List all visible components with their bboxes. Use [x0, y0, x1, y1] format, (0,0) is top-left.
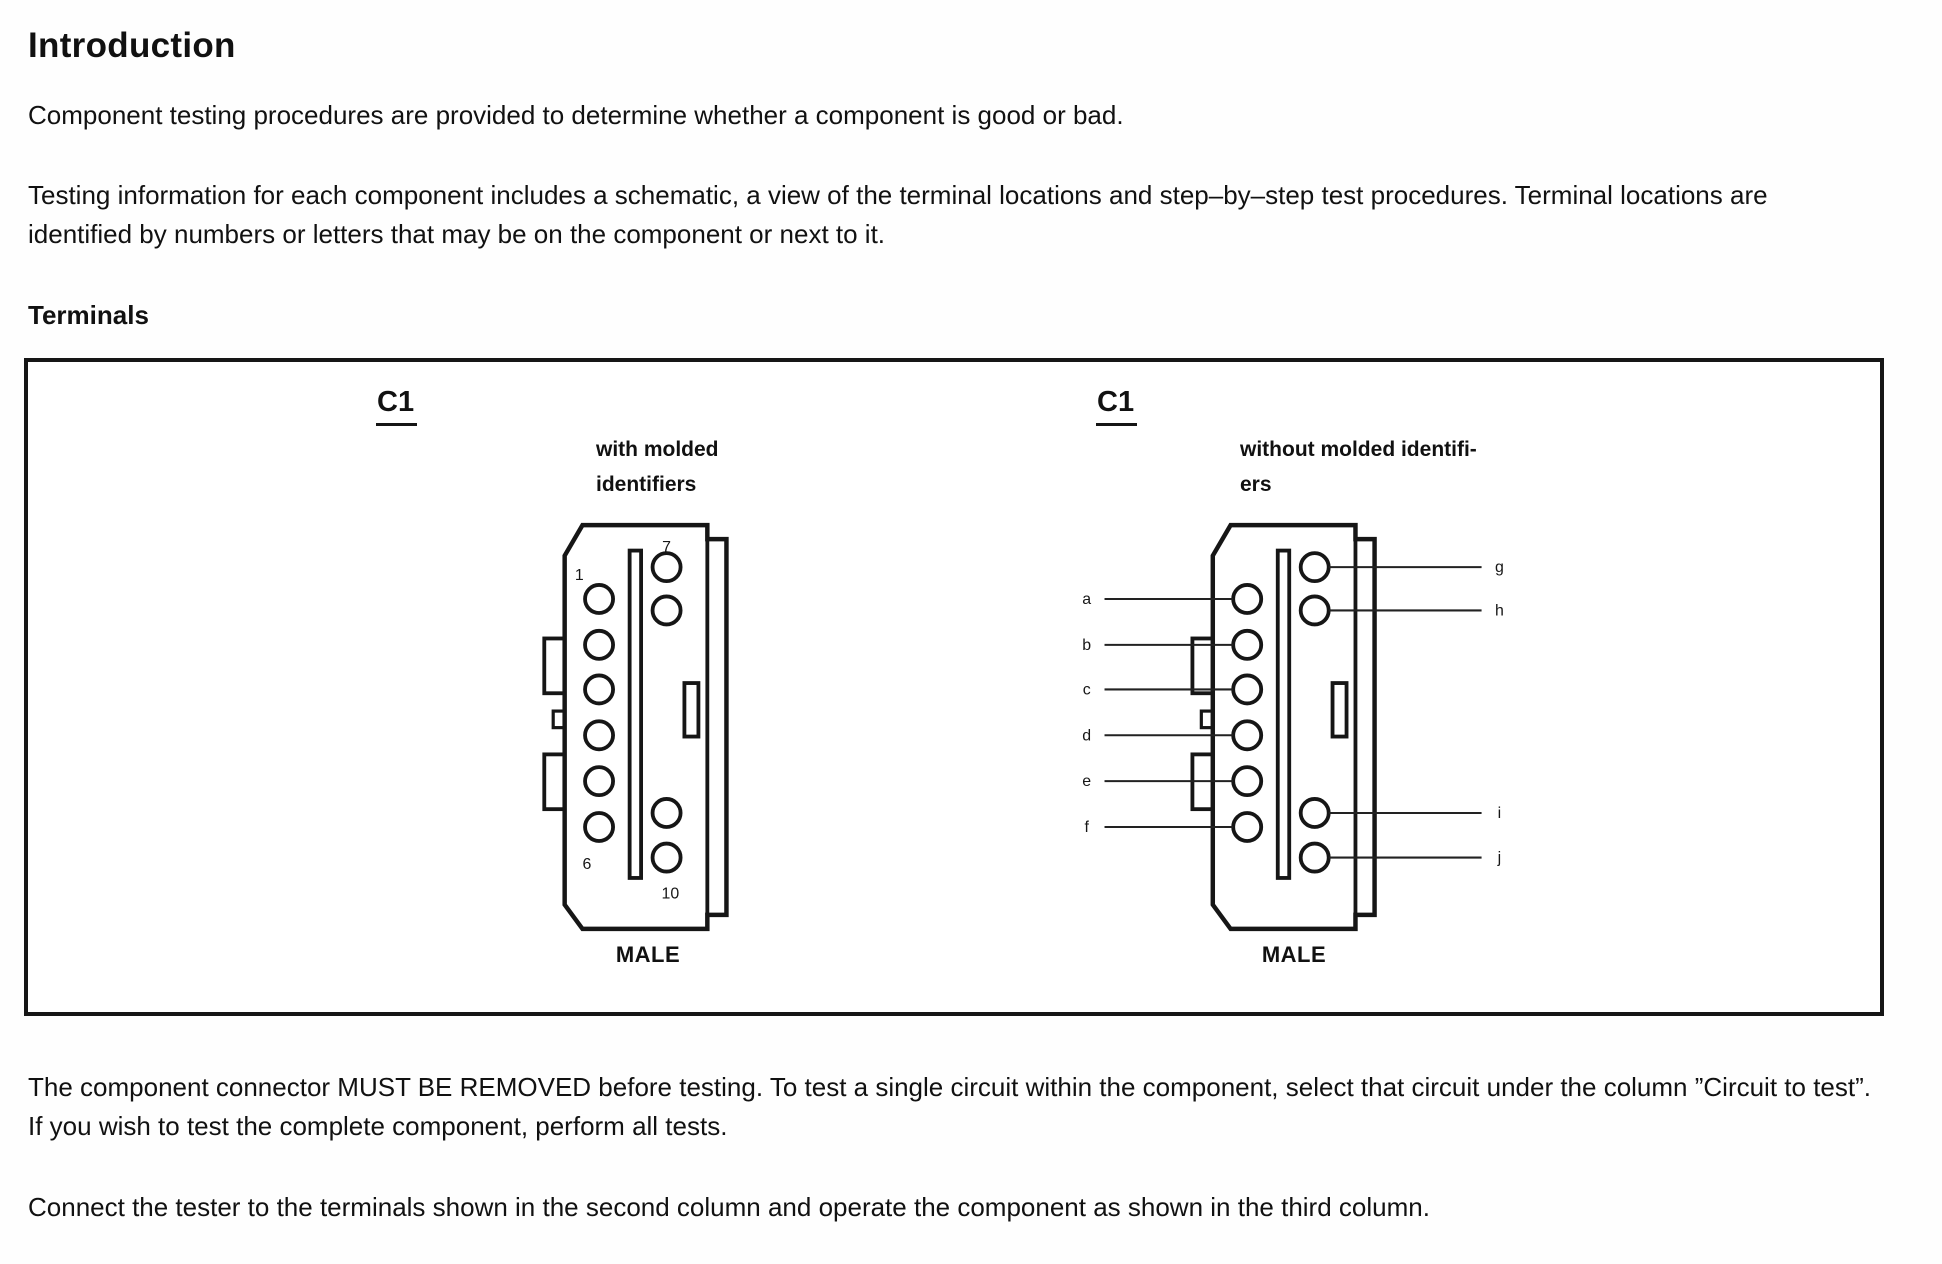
- terminal-pin: [585, 767, 613, 795]
- terminal-pin: [653, 596, 681, 624]
- pin-letter-f: f: [1084, 819, 1089, 837]
- connector-side-tab-lower: [544, 754, 564, 809]
- terminal-pin: [1233, 767, 1261, 795]
- intro-paragraph-1: Component testing procedures are provided to determine whether a component is good or bad.: [28, 100, 1124, 130]
- terminal-pin: [1301, 596, 1329, 624]
- pin-number-1: 1: [574, 566, 584, 584]
- removal-warning-paragraph: The component connector MUST BE REMOVED before testing. To test a single circuit within the component, select that circuit under the column ”Circuit to test”. If you wish to test the complete component, perform all tests.: [28, 1072, 1871, 1141]
- tester-connection-paragraph: Connect the tester to the terminals shown in the second column and operate the component as shown in the third column.: [28, 1192, 1430, 1222]
- terminal-pin: [1233, 675, 1261, 703]
- terminals-heading: Terminals: [28, 300, 149, 330]
- connector-left-caption: [596, 432, 719, 502]
- intro-heading: Introduction: [28, 26, 236, 65]
- connector-without-identifiers-diagram: [1042, 520, 1539, 934]
- terminal-pin: [585, 721, 613, 749]
- connector-latch-slot: [1333, 683, 1347, 737]
- pin-letter-g: g: [1494, 559, 1504, 577]
- pin-letter-e: e: [1082, 773, 1092, 791]
- terminal-pin: [1233, 721, 1261, 749]
- connector-key-slot: [1278, 551, 1289, 878]
- pin-letter-h: h: [1494, 602, 1504, 620]
- connector-side-tab-upper: [544, 638, 564, 693]
- connector-right-caption: [1240, 432, 1477, 502]
- connector-right-caption-line2: ers: [1240, 473, 1272, 496]
- connector-side-tab-upper: [1192, 638, 1212, 693]
- connector-with-identifiers-diagram: [540, 520, 732, 934]
- pin-letter-a: a: [1082, 591, 1092, 609]
- pin-letter-b: b: [1082, 636, 1092, 654]
- connector-latch-slot: [684, 683, 698, 737]
- pin-number-7: 7: [662, 538, 672, 556]
- terminal-pin: [585, 813, 613, 841]
- terminal-diagram-box: [24, 358, 1884, 1016]
- pin-letter-d: d: [1082, 727, 1092, 745]
- connector-left-gender-label: MALE: [615, 942, 681, 967]
- pin-letter-i: i: [1497, 805, 1502, 823]
- intro-paragraph-2: Testing information for each component includes a schematic, a view of the terminal locations and step–by–step test procedures. Terminal locations are identified by numbers or letters that may be on the component or next to it.: [28, 180, 1768, 249]
- terminal-pin: [1301, 799, 1329, 827]
- connector-right-caption-line1: without molded identifi-: [1240, 438, 1477, 461]
- terminal-pin: [585, 675, 613, 703]
- terminal-pin: [653, 553, 681, 581]
- connector-left-caption-line1: with molded: [596, 438, 719, 461]
- terminal-pin: [1301, 553, 1329, 581]
- terminal-pin: [1301, 844, 1329, 872]
- terminal-pin: [653, 844, 681, 872]
- connector-key-slot: [630, 551, 641, 878]
- connector-right-title: C1: [1096, 386, 1137, 426]
- connector-left-caption-line2: identifiers: [596, 473, 697, 496]
- connector-left-title: C1: [376, 386, 417, 426]
- pin-letter-j: j: [1497, 849, 1502, 867]
- connector-right-gender-label: MALE: [1261, 942, 1327, 967]
- terminal-pin: [585, 585, 613, 613]
- pin-letter-c: c: [1082, 681, 1091, 699]
- terminal-pin: [1233, 631, 1261, 659]
- pin-number-6: 6: [582, 856, 592, 874]
- pin-number-10: 10: [661, 885, 680, 903]
- terminal-pin: [1233, 585, 1261, 613]
- terminal-pin: [653, 799, 681, 827]
- terminal-pin: [585, 631, 613, 659]
- terminal-pin: [1233, 813, 1261, 841]
